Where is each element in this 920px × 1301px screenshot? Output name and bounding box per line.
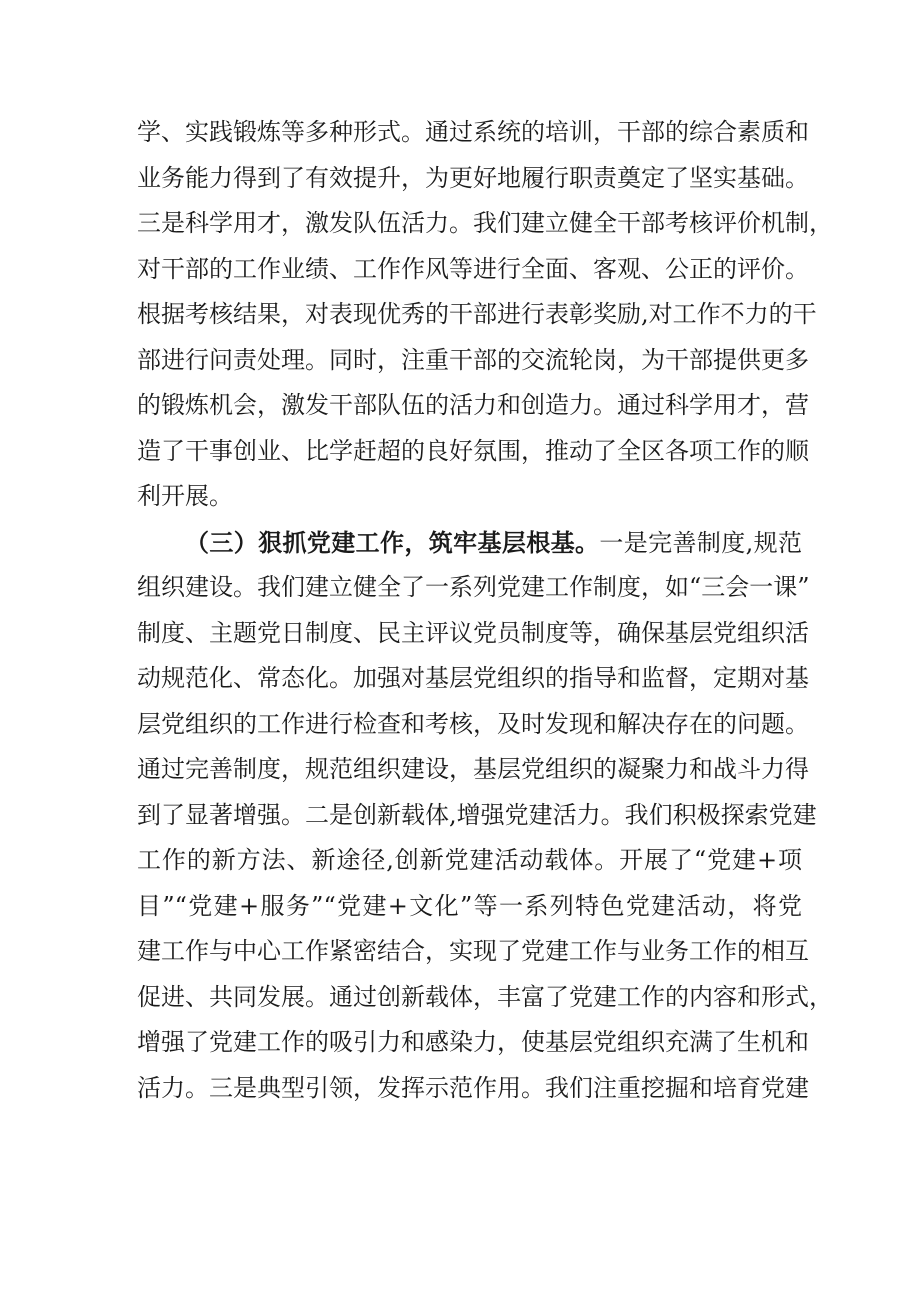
text-line: 层党组织的工作进行检查和考核，及时发现和解决存在的问题。 [137, 709, 809, 738]
text-line: 活力。三是典型引领，发挥示范作用。我们注重挖掘和培育党建 [137, 1073, 809, 1102]
text-line: 部进行问责处理。同时，注重干部的交流轮岗，为干部提供更多 [137, 345, 809, 374]
text-segment: 一是完善制度,规范 [599, 528, 802, 557]
text-line: 三是科学用才，激发队伍活力。我们建立健全干部考核评价机制， [137, 209, 833, 237]
text-line: 造了干事创业、比学赶超的良好氛围，推动了全区各项工作的顺 [137, 436, 809, 465]
text-line: 对干部的工作业绩、工作作风等进行全面、客观、公正的评价。 [137, 254, 809, 283]
text-line: 促进、共同发展。通过创新载体，丰富了党建工作的内容和形式， [137, 982, 833, 1011]
text-line: 动规范化、常态化。加强对基层党组织的指导和监督，定期对基 [137, 664, 809, 692]
text-line: 到了显著增强。二是创新载体,增强党建活力。我们积极探索党建 [137, 800, 817, 829]
text-line: 的锻炼机会，激发干部队伍的活力和创造力。通过科学用才，营 [137, 391, 809, 419]
text-line: 目”“党建+服务”“党建+文化”等一系列特色党建活动，将党 [137, 891, 802, 920]
text-line: 制度、主题党日制度、民主评议党员制度等，确保基层党组织活 [137, 618, 809, 647]
text-line: 业务能力得到了有效提升，为更好地履行职责奠定了坚实基础。 [137, 163, 809, 192]
section-heading: （三）狠抓党建工作，筑牢基层根基。 [185, 527, 600, 557]
text-line: 增强了党建工作的吸引力和感染力，使基层党组织充满了生机和 [137, 1028, 809, 1056]
text-line: 建工作与中心工作紧密结合，实现了党建工作与业务工作的相互 [137, 937, 809, 965]
text-line: 工作的新方法、新途径,创新党建活动载体。开展了“党建+项 [137, 846, 802, 874]
text-line: 利开展。 [137, 482, 233, 510]
text-line: 学、实践锻炼等多种形式。通过系统的培训，干部的综合素质和 [137, 118, 809, 146]
text-line: 组织建设。我们建立健全了一系列党建工作制度，如“三会一课” [137, 573, 810, 601]
text-line: 通过完善制度，规范组织建设，基层党组织的凝聚力和战斗力得 [137, 755, 809, 783]
body-text [137, 110, 833, 1111]
text-line: 根据考核结果，对表现优秀的干部进行表彰奖励,对工作不力的干 [137, 300, 817, 328]
section-heading-line [137, 520, 802, 566]
